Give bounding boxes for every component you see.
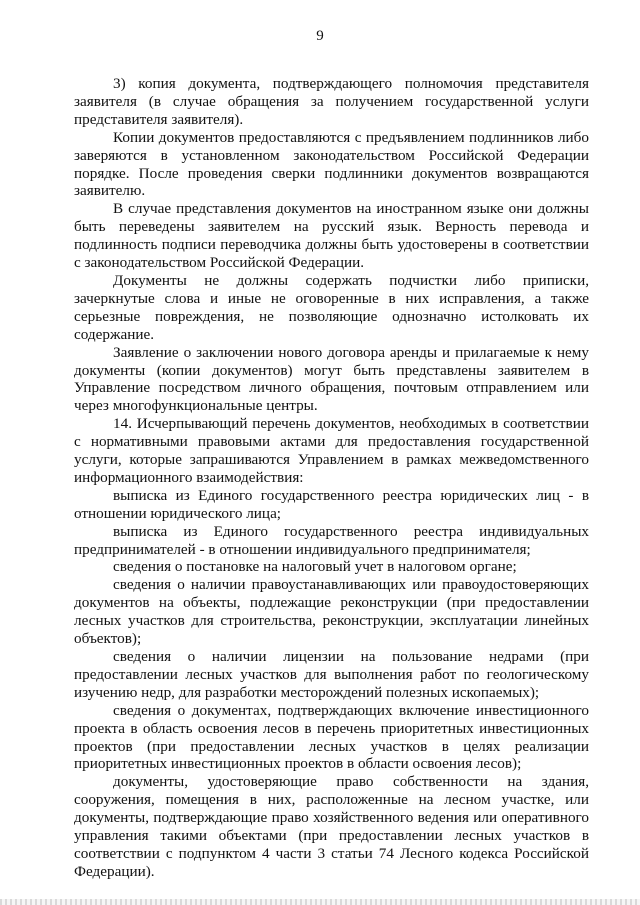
list-item-legal-entity-register: выписка из Единого государственного реестра юридических лиц - в отношении юридического лица; [74, 486, 589, 522]
list-item-subsoil-license: сведения о наличии лицензии на пользование недрами (при предоставлении лесных участков для выполнения работ по геологическому изучению недр, для разработки месторождений полезных ископаемых); [74, 648, 589, 701]
paragraph-representative-copy: 3) копия документа, подтверждающего полномочия представителя заявителя (в случае обращения за получением государственной услуги представителя заявителя). [74, 75, 589, 128]
list-item-title-documents: сведения о наличии правоустанавливающих или правоудостоверяющих документов на объекты, подлежащие реконструкции (при предоставлении лесных участков для строительства, реконструкции, эксплуатации линейных объектов); [74, 576, 589, 648]
document-body [74, 75, 589, 881]
paragraph-foreign-language: В случае представления документов на иностранном языке они должны быть переведены заявителем на русский язык. Верность перевода и подлинность подписи переводчика должны быть удостоверены в соответствии с законодательством Российской Федерации. [74, 200, 589, 272]
paragraph-section-14: 14. Исчерпывающий перечень документов, необходимых в соответствии с нормативными правовыми актами для предоставления государственной услуги, которые запрашиваются Управлением в рамках межведомственного информационного взаимодействия: [74, 415, 589, 486]
list-item-tax-registration: сведения о постановке на налоговый учет в налоговом органе; [113, 558, 517, 576]
list-item-entrepreneur-register: выписка из Единого государственного реестра индивидуальных предпринимателей - в отношении индивидуального предпринимателя; [74, 522, 589, 558]
paragraph-submission-methods: Заявление о заключении нового договора аренды и прилагаемые к нему документы (копии документов) могут быть представлены заявителем в Управление посредством личного обращения, почтовым отправлением или через многофункциональные центры. [74, 343, 589, 415]
page-number: 9 [316, 28, 324, 44]
list-item-property-rights: документы, удостоверяющие право собственности на здания, сооружения, помещения в них, расположенные на лесном участке, или документы, подтверждающие право хозяйственного ведения или оперативного управления такими объектами (при предоставлении лесных участков в соответствии с подпунктом 4 части 3 статьи 74 Лесного кодекса Российской Федерации). [74, 773, 589, 880]
scan-edge-divider [0, 899, 640, 905]
paragraph-document-condition: Документы не должны содержать подчистки либо приписки, зачеркнутые слова и иные не оговоренные в них исправления, а также серьезные повреждения, не позволяющие однозначно истолковать их содержание. [74, 271, 589, 343]
list-item-investment-project: сведения о документах, подтверждающих включение инвестиционного проекта в область освоения лесов в перечень приоритетных инвестиционных проектов (при предоставлении лесных участков в целях реализации приоритетных инвестиционных проектов в области освоения лесов); [74, 701, 589, 773]
paragraph-copies-verification: Копии документов предоставляются с предъявлением подлинников либо заверяются в установленном законодательством Российской Федерации порядке. После проведения сверки подлинники документов возвращаются заявителю. [74, 128, 589, 200]
